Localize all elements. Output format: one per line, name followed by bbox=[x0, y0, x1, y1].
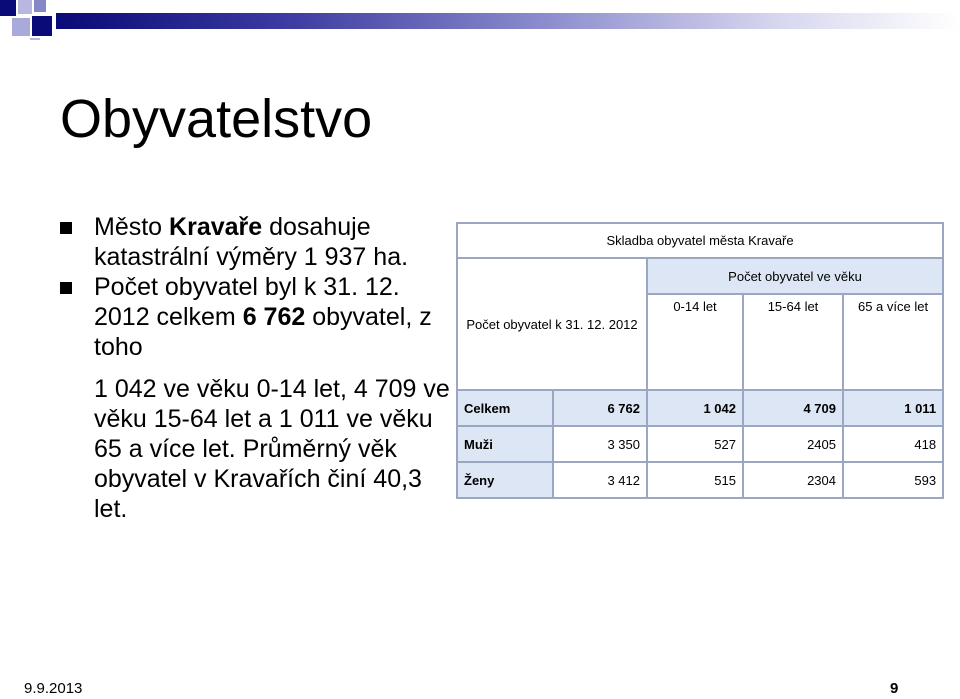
decor-square bbox=[32, 16, 52, 36]
population-table bbox=[456, 222, 944, 499]
decor-square bbox=[18, 0, 32, 14]
table-row bbox=[457, 426, 943, 462]
cell-65-plus: 1 011 bbox=[843, 390, 943, 426]
cell-total: 3 350 bbox=[553, 426, 647, 462]
row-header-cell bbox=[457, 258, 647, 390]
cell-15-64: 4 709 bbox=[743, 390, 843, 426]
bullet-item bbox=[60, 272, 450, 362]
decor-square bbox=[12, 18, 30, 36]
decorative-header-band bbox=[0, 0, 960, 40]
cell-15-64: 2405 bbox=[743, 426, 843, 462]
bullet-item bbox=[60, 212, 450, 272]
bullet1-post: dosahuje katastrální výměry 1 937 ha. bbox=[94, 213, 409, 271]
row-label: Ženy bbox=[457, 462, 553, 498]
decor-square bbox=[0, 0, 16, 16]
table-title: Skladba obyvatel města Kravaře bbox=[457, 223, 943, 258]
cell-65-plus: 593 bbox=[843, 462, 943, 498]
age-paragraph: 1 042 ve věku 0-14 let, 4 709 ve věku 15-64 let a 1 011 ve věku 65 a více let. Průměrný věk obyvatel v Kravařích činí 40,3 let. bbox=[94, 375, 450, 523]
total-population: 6 762 bbox=[242, 303, 306, 331]
cell-15-64: 2304 bbox=[743, 462, 843, 498]
square-bullet-icon bbox=[60, 222, 72, 234]
decor-square bbox=[34, 0, 46, 12]
age-header-15-64: 15-64 let bbox=[743, 294, 843, 390]
slide-title: Obyvatelstvo bbox=[60, 89, 373, 149]
cell-total: 3 412 bbox=[553, 462, 647, 498]
cell-0-14: 515 bbox=[647, 462, 743, 498]
row-label: Celkem bbox=[457, 390, 553, 426]
cell-total: 6 762 bbox=[553, 390, 647, 426]
page-number: 9 bbox=[890, 680, 899, 697]
cell-65-plus: 418 bbox=[843, 426, 943, 462]
city-name: Kravaře bbox=[169, 213, 263, 241]
age-header-0-14: 0-14 let bbox=[647, 294, 743, 390]
bullet1-pre: Město bbox=[94, 213, 170, 241]
cell-0-14: 527 bbox=[647, 426, 743, 462]
footer-date: 9.9.2013 bbox=[24, 680, 83, 697]
cell-0-14: 1 042 bbox=[647, 390, 743, 426]
bullet2-post: obyvatel, z toho bbox=[94, 303, 432, 361]
decor-gradient-bar bbox=[56, 13, 960, 29]
bullet2-pre: Počet obyvatel byl k 31. 12. 2012 celkem bbox=[94, 273, 400, 331]
row-header-text: Počet obyvatel k 31. 12. 2012 bbox=[466, 316, 638, 332]
table-row bbox=[457, 462, 943, 498]
age-group-header: Počet obyvatel ve věku bbox=[647, 258, 943, 294]
slide-body bbox=[60, 212, 450, 524]
decor-square bbox=[30, 38, 40, 40]
table-row bbox=[457, 390, 943, 426]
square-bullet-icon bbox=[60, 282, 72, 294]
row-label: Muži bbox=[457, 426, 553, 462]
age-header-65-plus: 65 a více let bbox=[843, 294, 943, 390]
